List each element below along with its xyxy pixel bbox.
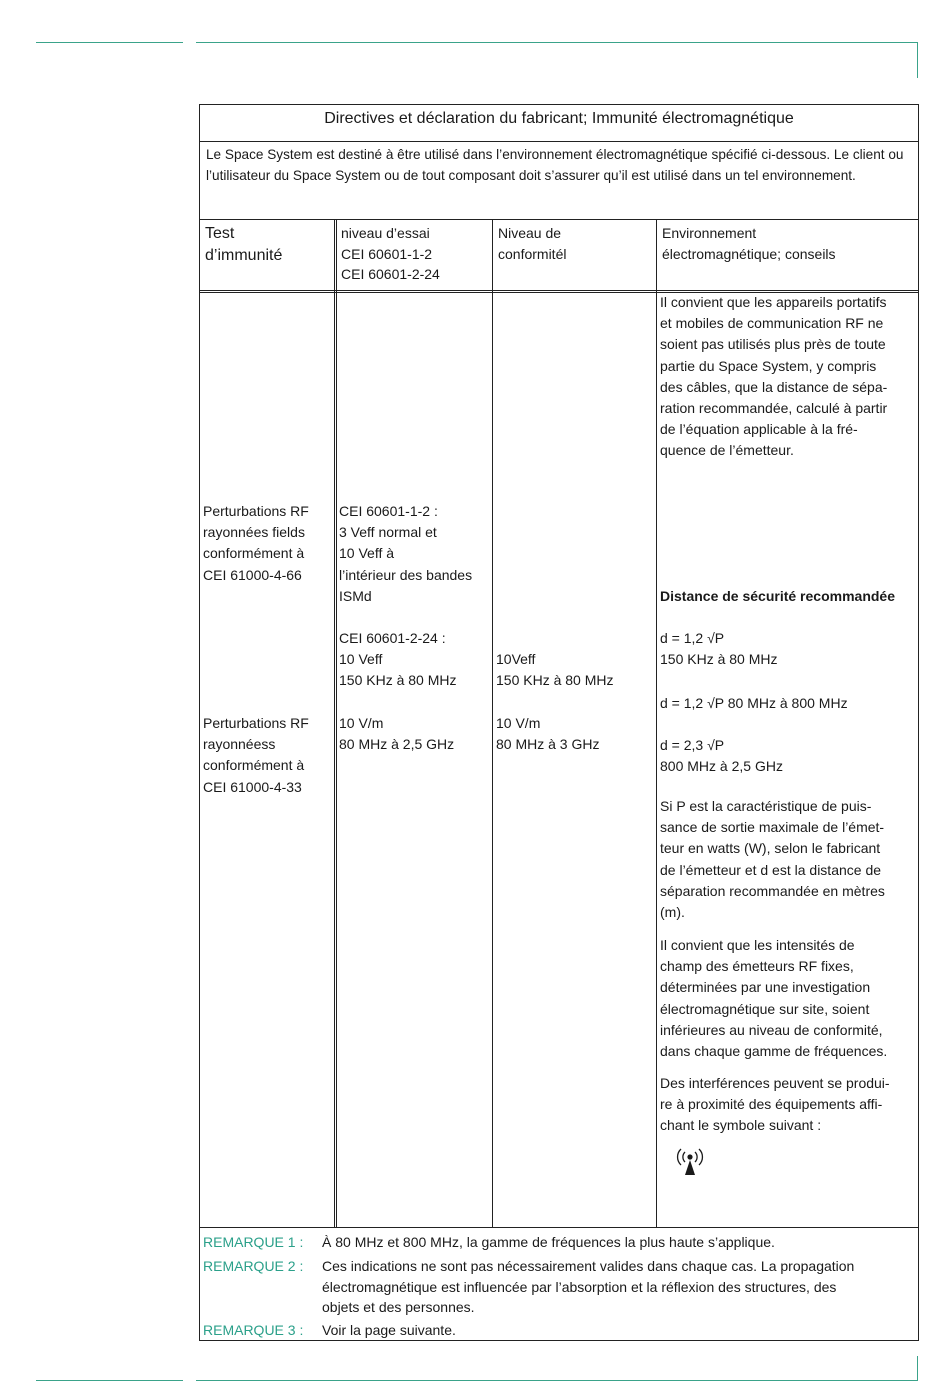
text-line: re à proximité des équipements affi- xyxy=(660,1096,883,1113)
text-line: CEI 60601-1-2 : xyxy=(339,503,438,519)
header-level-line3: CEI 60601-2-24 xyxy=(341,266,440,282)
text-line: Il convient que les intensités de xyxy=(660,937,855,953)
immunity-declaration-table xyxy=(199,104,919,1341)
text-line: Si P est la caractéristique de puis- xyxy=(660,798,872,814)
table-title: Directives et déclaration du fabricant; Immunité électromagnétique xyxy=(200,105,918,142)
guidance-paragraph-1 xyxy=(660,292,887,462)
text-line: teur en watts (W), selon le fabricant xyxy=(660,840,881,857)
level-block-2 xyxy=(339,628,457,692)
text-line: séparation recommandée en mètres xyxy=(660,882,885,899)
text-line: rayonnées fields xyxy=(203,524,305,541)
text-line: 150 KHz à 80 MHz xyxy=(496,672,614,689)
note-3-label: REMARQUE 3 : xyxy=(203,1322,304,1338)
non-ionizing-radiation-icon xyxy=(670,1145,710,1185)
text-line: 10 Veff xyxy=(339,651,383,668)
text-line: d = 2,3 √P xyxy=(660,737,725,753)
guidance-paragraph-2 xyxy=(660,796,885,923)
text-line: d = 1,2 √P xyxy=(660,630,725,646)
immunity-table xyxy=(200,220,918,1227)
text-line: 10Veff xyxy=(496,651,536,667)
level-block-3 xyxy=(339,713,454,755)
text-line: partie du Space System, y compris xyxy=(660,357,877,374)
header-test-level xyxy=(341,223,440,285)
text-line: 3 Veff normal et xyxy=(339,524,437,541)
text-line: (m). xyxy=(660,904,685,921)
text-line: et mobiles de communication RF ne xyxy=(660,315,884,332)
text-line: 800 MHz à 2,5 GHz xyxy=(660,758,783,775)
note-1-text xyxy=(322,1232,910,1253)
formula-3 xyxy=(660,735,783,777)
intro-text: Le Space System est destiné à être utilisé dans l’environnement électromagnétique spécifié ci-dessous. Le client ou l’utilisateur du Space System ou de tout composant doit s’assurer qu’il est utilisé dans un tel environnement. xyxy=(200,140,918,220)
text-line: inférieures au niveau de conformité, xyxy=(660,1021,883,1038)
text-line: déterminées par une investigation xyxy=(660,979,871,996)
text-line: dans chaque gamme de fréquences. xyxy=(660,1043,888,1060)
text-line: 80 MHz à 2,5 GHz xyxy=(339,736,455,753)
text-line: Perturbations RF xyxy=(203,503,309,519)
text-line: ration recommandée, calculé à partir xyxy=(660,400,888,417)
body-row xyxy=(200,292,918,1227)
text-line: ISMd xyxy=(339,587,372,604)
text-line: chant le symbole suivant : xyxy=(660,1117,822,1134)
text-line: Ces indications ne sont pas nécessairement valides dans chaque cas. La propagation xyxy=(322,1258,855,1274)
compliance-block-1 xyxy=(496,649,614,691)
level-block-1 xyxy=(339,501,472,607)
formula-2: d = 1,2 √P 80 MHz à 800 MHz xyxy=(660,695,848,711)
text-line: soient pas utilisés plus près de toute xyxy=(660,336,886,353)
text-line: 10 V/m xyxy=(496,715,541,731)
bottom-right-rule xyxy=(196,1380,918,1381)
text-line: rayonnéess xyxy=(203,736,276,753)
guidance-paragraph-4 xyxy=(660,1073,890,1137)
note-2-label: REMARQUE 2 : xyxy=(203,1258,304,1274)
text-line: conformément à xyxy=(203,545,305,562)
text-line: conformément à xyxy=(203,757,305,774)
test-radiated-rf-1 xyxy=(203,501,309,586)
header-compliance-line2: conformitél xyxy=(498,245,567,262)
text-line: de l’émetteur et d est la distance de xyxy=(660,861,882,878)
text-line: sance de sortie maximale de l’émet- xyxy=(660,819,885,836)
text-line: champ des émetteurs RF fixes, xyxy=(660,958,854,975)
bottom-corner-rule xyxy=(917,1356,918,1380)
text-line: CEI 60601-2-24 : xyxy=(339,630,446,646)
header-compliance-line1: Niveau de xyxy=(498,225,562,241)
top-corner-rule xyxy=(917,42,918,78)
header-environment xyxy=(662,223,836,264)
text-line: À 80 MHz et 800 MHz, la gamme de fréquences la plus haute s’applique. xyxy=(322,1234,775,1250)
bottom-left-rule xyxy=(36,1380,183,1381)
text-line: CEI 61000-4-66 xyxy=(203,566,302,583)
note-2-text xyxy=(322,1256,910,1318)
notes-section xyxy=(200,1227,918,1340)
text-line: 80 MHz à 3 GHz xyxy=(496,736,600,753)
header-env-line1: Environnement xyxy=(662,225,757,241)
note-3-text xyxy=(322,1320,910,1341)
text-line: 150 KHz à 80 MHz xyxy=(339,672,457,689)
text-line: Voir la page suivante. xyxy=(322,1322,456,1338)
guidance-paragraph-3 xyxy=(660,935,887,1062)
text-line: 10 Veff à xyxy=(339,545,395,562)
header-level-line1: niveau d’essai xyxy=(341,225,430,241)
text-line: quence de l’émetteur. xyxy=(660,442,794,459)
header-compliance xyxy=(498,223,566,264)
text-line: l’intérieur des bandes xyxy=(339,566,473,583)
top-right-rule xyxy=(196,42,918,43)
header-test-line1: Test xyxy=(205,225,235,242)
header-test-line2: d’immunité xyxy=(205,247,283,264)
top-left-rule xyxy=(36,42,183,43)
header-row xyxy=(200,220,918,291)
header-env-line2: électromagnétique; conseils xyxy=(662,245,836,262)
text-line: de l’équation applicable à la fré- xyxy=(660,421,858,438)
text-line: électromagnétique sur site, soient xyxy=(660,1000,870,1017)
formula-1 xyxy=(660,628,778,670)
text-line: Il convient que les appareils portatifs xyxy=(660,294,887,310)
text-line: objets et des personnes. xyxy=(322,1299,475,1315)
text-line: 150 KHz à 80 MHz xyxy=(660,651,778,668)
header-level-line2: CEI 60601-1-2 xyxy=(341,245,433,262)
compliance-block-2 xyxy=(496,713,599,755)
text-line: électromagnétique est influencée par l’absorption et la réflexion des structures, des xyxy=(322,1278,837,1295)
test-radiated-rf-2 xyxy=(203,713,309,798)
text-line: Perturbations RF xyxy=(203,715,309,731)
distance-title: Distance de sécurité recommandée xyxy=(660,588,895,604)
text-line: des câbles, que la distance de sépa- xyxy=(660,378,888,395)
text-line: CEI 61000-4-33 xyxy=(203,778,302,795)
note-1-label: REMARQUE 1 : xyxy=(203,1234,304,1250)
text-line: Des interférences peuvent se produi- xyxy=(660,1075,890,1091)
header-test xyxy=(205,223,282,267)
text-line: 10 V/m xyxy=(339,715,384,731)
